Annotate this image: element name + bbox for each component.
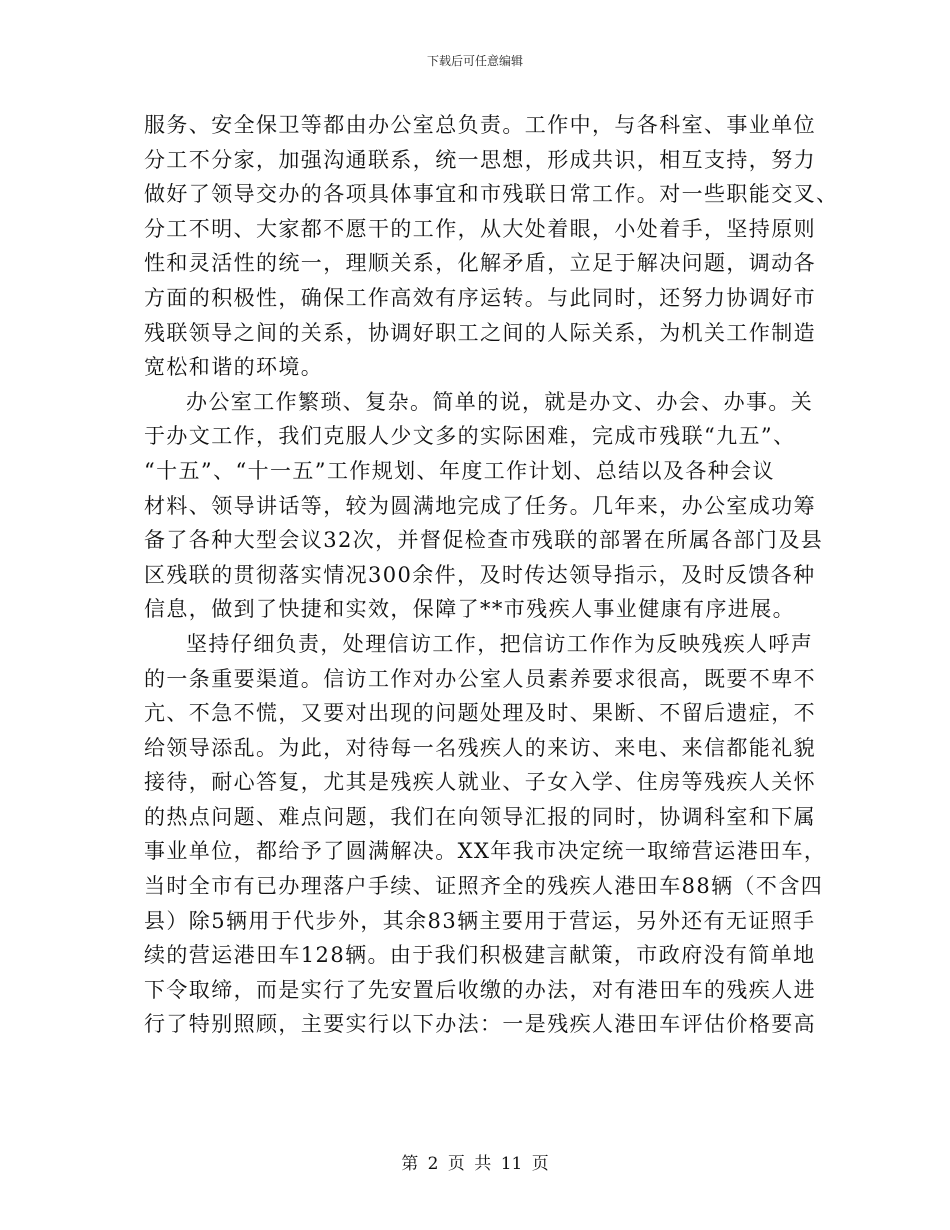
paragraph-line: 坚持仔细负责，处理信访工作，把信访工作作为反映残疾人呼声 (186, 631, 814, 656)
paragraph-line: 下令取缔，而是实行了先安置后收缴的办法，对有港田车的残疾人进 (144, 977, 816, 1002)
paragraph-line: 性和灵活性的统一，理顺关系，化解矛盾，立足于解决问题，调动各 (144, 251, 816, 276)
paragraph-line: 材料、领导讲话等，较为圆满地完成了任务。几年来，办公室成功筹 (144, 493, 816, 518)
page-number-footer: 第 2 页 共 11 页 (401, 1154, 549, 1174)
paragraph-line: 事业单位，都给予了圆满解决。XX年我市决定统一取缔营运港田车， (144, 839, 827, 864)
paragraph-3 (144, 627, 827, 1042)
paragraph-line: 接待，耐心答复，尤其是残疾人就业、子女入学、住房等残疾人关怀 (144, 770, 816, 795)
paragraph-line: 续的营运港田车128辆。由于我们积极建言献策，市政府没有简单地 (144, 943, 816, 968)
paragraph-line: 服务、安全保卫等都由办公室总负责。工作中，与各科室、事业单位 (144, 113, 816, 137)
document-body (144, 108, 839, 1042)
paragraph-line: 区残联的贯彻落实情况300余件，及时传达领导指示，及时反馈各种 (144, 562, 816, 587)
paragraph-line: 信息，做到了快捷和实效，保障了**市残疾人事业健康有序进展。 (144, 597, 795, 622)
paragraph-line: 的热点问题、难点问题，我们在向领导汇报的同时，协调科室和下属 (144, 804, 816, 829)
paragraph-2 (144, 385, 824, 627)
paragraph-line: 残联领导之间的关系，协调好职工之间的人际关系，为机关工作制造 (144, 320, 816, 345)
paragraph-line: 方面的积极性，确保工作高效有序运转。与此同时，还努力协调好市 (144, 285, 816, 310)
paragraph-line: 当时全市有已办理落户手续、证照齐全的残疾人港田车88辆（不含四 (144, 874, 824, 899)
paragraph-line: 做好了领导交办的各项具体事宜和市残联日常工作。对一些职能交叉、 (144, 182, 839, 207)
paragraph-line: 县）除5辆用于代步外，其余83辆主要用于营运，另外还有无证照手 (144, 908, 816, 933)
paragraph-line: 行了特别照顾，主要实行以下办法：一是残疾人港田车评估价格要高 (144, 1012, 816, 1037)
page-header: 下载后可任意编辑 (426, 54, 523, 68)
paragraph-1 (144, 108, 839, 385)
paragraph-line: 分工不分家，加强沟通联系，统一思想，形成共识，相互支持，努力 (144, 147, 816, 172)
paragraph-line: 于办文工作，我们克服人少文多的实际困难，完成市残联“九五”、 (144, 424, 796, 449)
paragraph-line: “十五”、“十一五”工作规划、年度工作计划、总结以及各种会议 (144, 458, 775, 483)
paragraph-line: 给领导添乱。为此，对待每一名残疾人的来访、来电、来信都能礼貌 (144, 735, 816, 760)
paragraph-line: 分工不明、大家都不愿干的工作，从大处着眼，小处着手，坚持原则 (144, 216, 816, 241)
paragraph-line: 办公室工作繁琐、复杂。简单的说，就是办文、办会、办事。关 (186, 389, 814, 414)
paragraph-line: 的一条重要渠道。信访工作对办公室人员素养要求很高，既要不卑不 (144, 666, 816, 691)
paragraph-line: 宽松和谐的环境。 (144, 355, 324, 380)
paragraph-line: 亢、不急不慌，又要对出现的问题处理及时、果断、不留后遗症，不 (144, 701, 816, 726)
paragraph-line: 备了各种大型会议32次，并督促检查市残联的部署在所属各部门及县 (144, 528, 824, 553)
